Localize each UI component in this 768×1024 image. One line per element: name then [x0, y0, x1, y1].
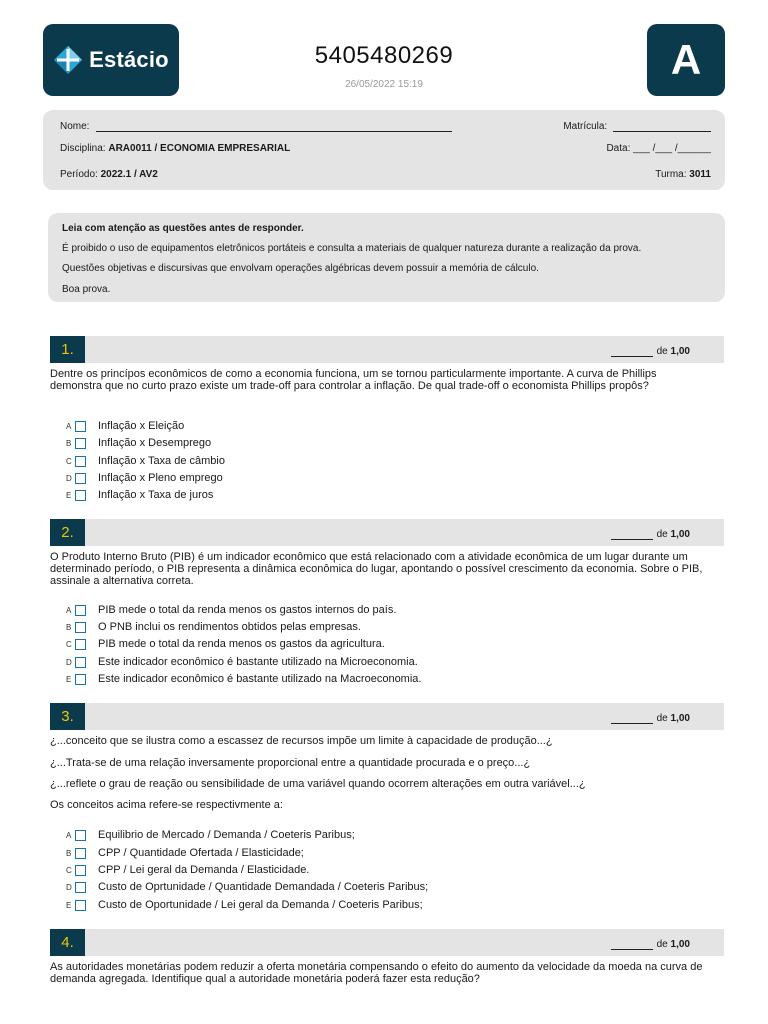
- instructions-line-3: Boa prova.: [62, 284, 111, 295]
- question-1-score-blank[interactable]: [611, 347, 653, 357]
- question-2-text: O Produto Interno Bruto (PIB) é um indicador econômico que está relacionado com a atividade econômica de um lugar durante um determinado período, o PIB representa a dinâmica econômica do lugar, apontando o possível crescimento da economia. Sobre o PIB, assinale a alternativa correta.: [50, 551, 703, 587]
- question-2-score: de 1,00: [611, 529, 690, 540]
- instructions-line-1: É proibido o uso de equipamentos eletrônicos portáteis e consulta a materiais de qualquer natureza durante a realização da prova.: [62, 243, 642, 254]
- name-label: Nome:: [60, 121, 90, 132]
- info-row-period: [60, 169, 711, 183]
- exam-version-badge: A: [647, 24, 725, 96]
- checkbox[interactable]: [75, 473, 86, 484]
- period-label: Período:: [60, 169, 98, 180]
- date-field[interactable]: ___ /___ /______: [633, 143, 711, 154]
- checkbox[interactable]: [75, 830, 86, 841]
- class-value: 3011: [689, 169, 711, 180]
- checkbox[interactable]: [75, 882, 86, 893]
- exam-datetime: 26/05/2022 15:19: [345, 79, 423, 90]
- checkbox[interactable]: [75, 421, 86, 432]
- question-2-header: [50, 519, 724, 546]
- question-1-header: [50, 336, 724, 363]
- question-3-line-4: Os conceitos acima refere-se respectivmente a:: [50, 799, 283, 811]
- question-4-score: de 1,00: [611, 939, 690, 950]
- question-4-number: 4.: [50, 929, 85, 956]
- question-2-number: 2.: [50, 519, 85, 546]
- question-3-option-a[interactable]: A Equilibrio de Mercado / Demanda / Coeteris Paribus;: [66, 829, 355, 841]
- question-2-option-d[interactable]: D Este indicador econômico é bastante utilizado na Microeconomia.: [66, 656, 418, 668]
- exam-code: 5405480269: [314, 42, 454, 69]
- info-row-discipline: [60, 143, 711, 157]
- question-4-text: As autoridades monetárias podem reduzir a oferta monetária compensando o efeito do aumento da velocidade da moeda na curva de demanda agregada. Identifique qual a autoridade monetária poderá fazer esta redução?: [50, 961, 703, 985]
- question-2-option-c[interactable]: C PIB mede o total da renda menos os gastos da agricultura.: [66, 638, 385, 650]
- question-3-score-blank[interactable]: [611, 714, 653, 724]
- info-row-name: [60, 121, 711, 135]
- instructions-line-2: Questões objetivas e discursivas que envolvam operações algébricas devem possuir a memória de cálculo.: [62, 263, 539, 274]
- question-1-score: de 1,00: [611, 346, 690, 357]
- question-3-option-e[interactable]: E Custo de Oportunidade / Lei geral da Demanda / Coeteris Paribus;: [66, 899, 423, 911]
- question-2-score-blank[interactable]: [611, 530, 653, 540]
- discipline-label: Disciplina:: [60, 143, 106, 154]
- student-info-box: [43, 110, 725, 190]
- checkbox[interactable]: [75, 865, 86, 876]
- question-3-option-c[interactable]: C CPP / Lei geral da Demanda / Elasticidade.: [66, 864, 310, 876]
- checkbox[interactable]: [75, 657, 86, 668]
- question-3-line-3: ¿...reflete o grau de reação ou sensibilidade de uma variável quando ocorrem alterações em outra variável...¿: [50, 778, 586, 790]
- checkbox[interactable]: [75, 438, 86, 449]
- question-1-option-d[interactable]: D Inflação x Pleno emprego: [66, 472, 223, 484]
- name-field[interactable]: [96, 121, 452, 132]
- question-3-option-d[interactable]: D Custo de Oprtunidade / Quantidade Demandada / Coeteris Paribus;: [66, 881, 429, 893]
- question-2-option-e[interactable]: E Este indicador econômico é bastante utilizado na Macroeconomia.: [66, 673, 422, 685]
- checkbox[interactable]: [75, 456, 86, 467]
- question-1-option-e[interactable]: E Inflação x Taxa de juros: [66, 489, 214, 501]
- date-label: Data:: [606, 143, 631, 154]
- question-4-header: [50, 929, 724, 956]
- enrollment-label: Matrícula:: [563, 121, 608, 132]
- checkbox[interactable]: [75, 848, 86, 859]
- enrollment-field[interactable]: [613, 121, 711, 132]
- question-3-header: [50, 703, 724, 730]
- checkbox[interactable]: [75, 622, 86, 633]
- checkbox[interactable]: [75, 639, 86, 650]
- question-3-option-b[interactable]: B CPP / Quantidade Ofertada / Elasticidade;: [66, 847, 304, 859]
- checkbox[interactable]: [75, 490, 86, 501]
- question-1-option-b[interactable]: B Inflação x Desemprego: [66, 437, 212, 449]
- question-1-number: 1.: [50, 336, 85, 363]
- question-1-text: Dentre os princípos econômicos de como a economia funciona, um se tornou particularmente importante. A curva de Phillips demonstra que no curto prazo existe um trade-off para controlar a inflação. De qual trade-off o economista Phillips propôs?: [50, 368, 657, 392]
- checkbox[interactable]: [75, 674, 86, 685]
- question-3-score: de 1,00: [611, 713, 690, 724]
- question-4-score-blank[interactable]: [611, 940, 653, 950]
- instructions-box: [48, 213, 725, 302]
- question-3-number: 3.: [50, 703, 85, 730]
- instructions-title: Leia com atenção as questões antes de responder.: [62, 223, 304, 234]
- class-label: Turma:: [655, 169, 687, 180]
- question-2-option-a[interactable]: A PIB mede o total da renda menos os gastos internos do país.: [66, 604, 397, 616]
- period-value: 2022.1 / AV2: [100, 169, 158, 180]
- logo-text: Estácio: [89, 47, 169, 72]
- discipline-value: ARA0011 / ECONOMIA EMPRESARIAL: [108, 143, 291, 154]
- question-2-option-b[interactable]: B O PNB inclui os rendimentos obtidos pelas empresas.: [66, 621, 361, 633]
- checkbox[interactable]: [75, 900, 86, 911]
- question-3-line-2: ¿...Trata-se de uma relação inversamente proporcional entre a quantidade procurada e o preço...¿: [50, 757, 531, 769]
- question-1-option-c[interactable]: C Inflação x Taxa de câmbio: [66, 455, 225, 467]
- question-1-option-a[interactable]: A Inflação x Eleição: [66, 420, 185, 432]
- checkbox[interactable]: [75, 605, 86, 616]
- question-3-line-1: ¿...conceito que se ilustra como a escassez de recursos impõe um limite à capacidade de produção...¿: [50, 735, 553, 747]
